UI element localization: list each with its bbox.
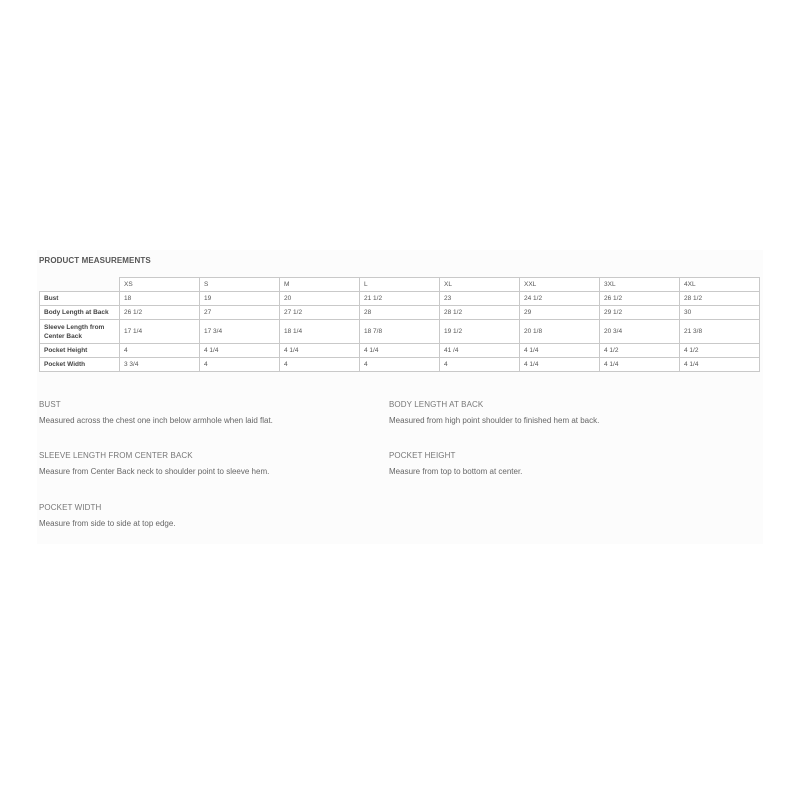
table-cell: 4 1/4 [600, 358, 680, 372]
size-header: 3XL [600, 278, 680, 292]
table-cell: 4 [280, 358, 360, 372]
definition-text: Measure from side to side at top edge. [39, 519, 176, 528]
table-cell: 20 3/4 [600, 320, 680, 344]
size-header: L [360, 278, 440, 292]
row-label: Pocket Height [40, 344, 120, 358]
table-cell: 4 1/4 [200, 344, 280, 358]
table-cell: 4 [120, 344, 200, 358]
table-row-body-length [40, 306, 760, 320]
table-cell: 4 [360, 358, 440, 372]
row-label: Body Length at Back [40, 306, 120, 320]
table-cell: 28 1/2 [440, 306, 520, 320]
table-cell: 18 7/8 [360, 320, 440, 344]
table-cell: 21 1/2 [360, 292, 440, 306]
definition-text: Measured across the chest one inch below armhole when laid flat. [39, 416, 273, 425]
table-cell: 27 1/2 [280, 306, 360, 320]
table-cell: 41 /4 [440, 344, 520, 358]
table-cell: 29 1/2 [600, 306, 680, 320]
size-header: XS [120, 278, 200, 292]
table-row-bust [40, 292, 760, 306]
section-title: PRODUCT MEASUREMENTS [39, 256, 151, 265]
table-cell: 18 1/4 [280, 320, 360, 344]
definition-bust [39, 400, 273, 425]
table-cell: 4 1/4 [680, 358, 760, 372]
definition-heading: POCKET HEIGHT [389, 451, 456, 460]
size-header: XL [440, 278, 520, 292]
table-cell: 27 [200, 306, 280, 320]
row-label: Pocket Width [40, 358, 120, 372]
row-label: Bust [40, 292, 120, 306]
table-cell: 17 1/4 [120, 320, 200, 344]
table-cell: 4 1/4 [280, 344, 360, 358]
definition-pocket-width [39, 503, 176, 528]
definition-heading: BUST [39, 400, 61, 409]
table-cell: 4 1/2 [600, 344, 680, 358]
definition-text: Measure from Center Back neck to shoulder point to sleeve hem. [39, 467, 270, 476]
header-corner [40, 278, 120, 292]
table-cell: 28 1/2 [680, 292, 760, 306]
definition-heading: SLEEVE LENGTH FROM CENTER BACK [39, 451, 193, 460]
row-label [40, 320, 120, 344]
row-label-line: Sleeve Length from [44, 323, 105, 331]
measurements-panel [37, 250, 763, 544]
size-header: 4XL [680, 278, 760, 292]
table-cell: 26 1/2 [120, 306, 200, 320]
size-header: S [200, 278, 280, 292]
table-cell: 4 [200, 358, 280, 372]
table-cell: 23 [440, 292, 520, 306]
table-cell: 21 3/8 [680, 320, 760, 344]
table-cell: 19 1/2 [440, 320, 520, 344]
definition-body-length [389, 400, 599, 425]
table-cell: 17 3/4 [200, 320, 280, 344]
measurements-table [39, 277, 760, 372]
table-cell: 4 1/4 [360, 344, 440, 358]
table-cell: 20 1/8 [520, 320, 600, 344]
definition-text: Measure from top to bottom at center. [389, 467, 523, 476]
table-cell: 4 [440, 358, 520, 372]
table-row-sleeve-length [40, 320, 760, 344]
definition-heading: BODY LENGTH AT BACK [389, 400, 484, 409]
table-cell: 29 [520, 306, 600, 320]
definition-text: Measured from high point shoulder to finished hem at back. [389, 416, 600, 425]
table-cell: 3 3/4 [120, 358, 200, 372]
row-label-line: Center Back [44, 332, 82, 340]
table-cell: 4 1/2 [680, 344, 760, 358]
definition-pocket-height [389, 451, 522, 476]
table-row-pocket-height [40, 344, 760, 358]
table-cell: 28 [360, 306, 440, 320]
table-cell: 19 [200, 292, 280, 306]
table-row-pocket-width [40, 358, 760, 372]
table-cell: 4 1/4 [520, 344, 600, 358]
table-cell: 30 [680, 306, 760, 320]
header-row [40, 278, 760, 292]
table-cell: 26 1/2 [600, 292, 680, 306]
table-cell: 20 [280, 292, 360, 306]
definition-heading: POCKET WIDTH [39, 503, 102, 512]
size-header: M [280, 278, 360, 292]
table-cell: 18 [120, 292, 200, 306]
table-cell: 24 1/2 [520, 292, 600, 306]
definition-sleeve-length [39, 451, 269, 476]
table-cell: 4 1/4 [520, 358, 600, 372]
size-header: XXL [520, 278, 600, 292]
